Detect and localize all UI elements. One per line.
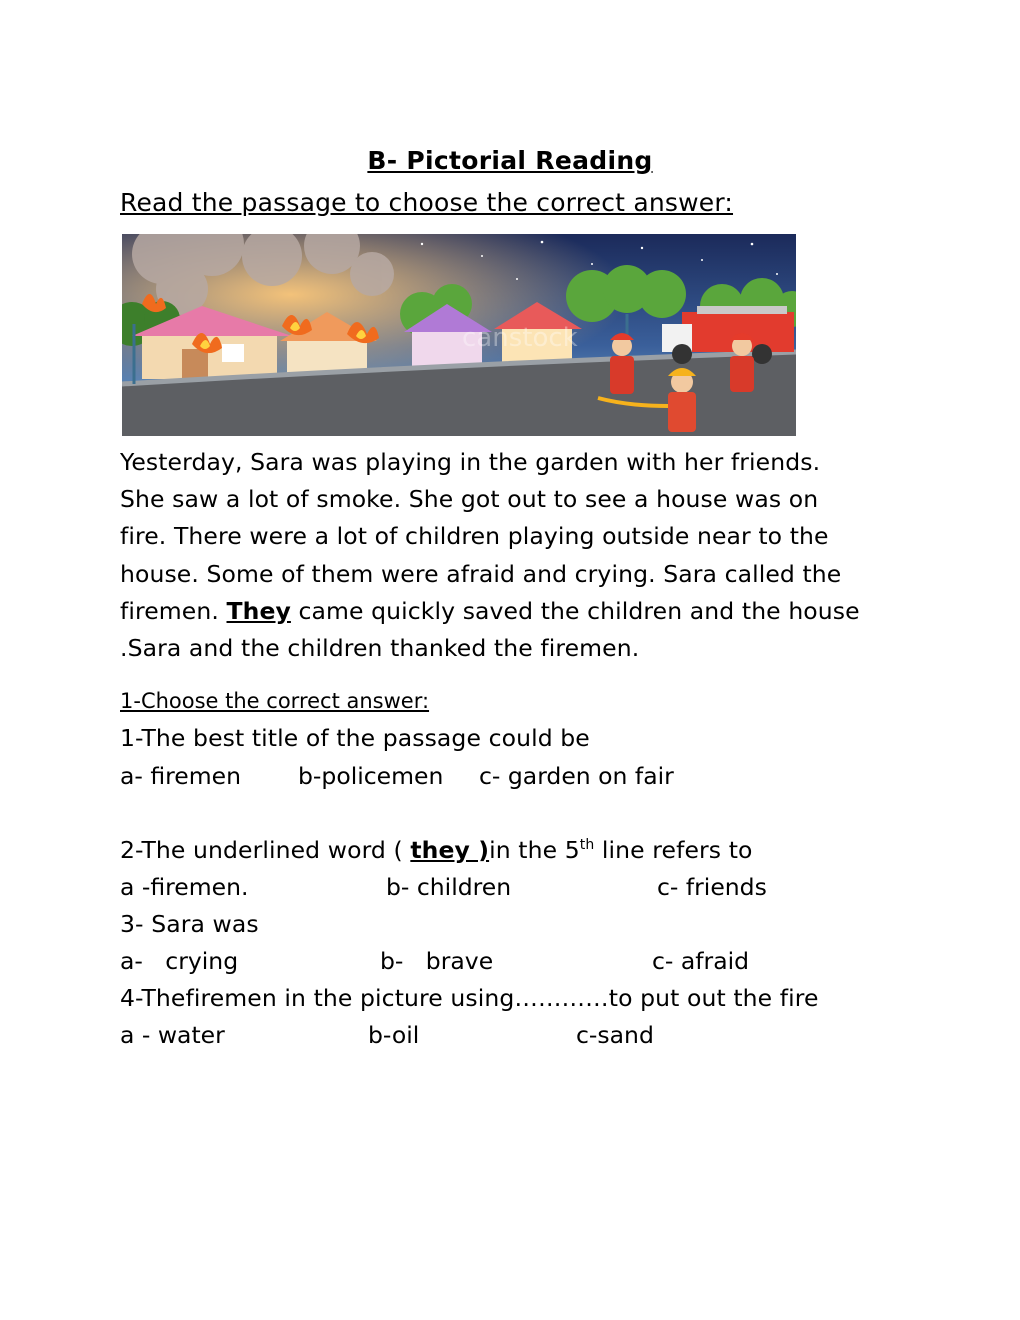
passage-line: fire. There were a lot of children playing outside near to the bbox=[120, 522, 829, 551]
q2-option-b: b- children bbox=[386, 873, 512, 901]
q1-option-c: c- garden on fair bbox=[479, 762, 674, 790]
passage-line: Yesterday, Sara was playing in the garden with her friends. bbox=[120, 448, 821, 476]
passage-text: came quickly saved the children and the house bbox=[290, 596, 860, 625]
q3-option-b: b- brave bbox=[380, 947, 494, 975]
page-title: B- Pictorial Reading bbox=[367, 146, 653, 175]
q1-option-b: b-policemen bbox=[298, 762, 444, 790]
q2-option-c: c- friends bbox=[657, 873, 767, 901]
question-3-prompt: 3- Sara was bbox=[120, 910, 259, 938]
passage-text: firemen. bbox=[120, 596, 227, 625]
q2-underlined-word: they ) bbox=[410, 836, 490, 864]
q3-option-c: c- afraid bbox=[652, 947, 750, 975]
question-2-prompt bbox=[120, 836, 753, 864]
q4-option-a: a - water bbox=[120, 1021, 225, 1049]
question-1-prompt: 1-The best title of the passage could be bbox=[120, 724, 590, 752]
q2-text: in the 5 bbox=[489, 836, 580, 864]
passage-line: .Sara and the children thanked the firemen. bbox=[120, 634, 640, 663]
watermark-text: canstock bbox=[462, 323, 578, 353]
q2-text: 2-The underlined word ( bbox=[120, 836, 411, 864]
questions-heading: 1-Choose the correct answer: bbox=[120, 689, 430, 713]
passage-line bbox=[120, 593, 900, 630]
q2-text: line refers to bbox=[594, 836, 753, 864]
q2-option-a: a -firemen. bbox=[120, 873, 249, 901]
fire-scene-illustration bbox=[122, 234, 796, 436]
question-4-prompt: 4-Thefiremen in the picture using…………to put out the fire bbox=[120, 984, 819, 1012]
q3-option-a: a- crying bbox=[120, 947, 239, 975]
underlined-word-they: They bbox=[226, 596, 291, 625]
passage-line: She saw a lot of smoke. She got out to see a house was on bbox=[120, 485, 819, 514]
q2-superscript: th bbox=[579, 837, 595, 853]
instruction-text: Read the passage to choose the correct answer: bbox=[120, 188, 734, 217]
reading-passage bbox=[120, 444, 900, 667]
q1-option-a: a- firemen bbox=[120, 762, 241, 790]
q4-option-b: b-oil bbox=[368, 1021, 420, 1049]
q4-option-c: c-sand bbox=[576, 1021, 654, 1049]
passage-line: house. Some of them were afraid and crying. Sara called the bbox=[120, 559, 842, 588]
